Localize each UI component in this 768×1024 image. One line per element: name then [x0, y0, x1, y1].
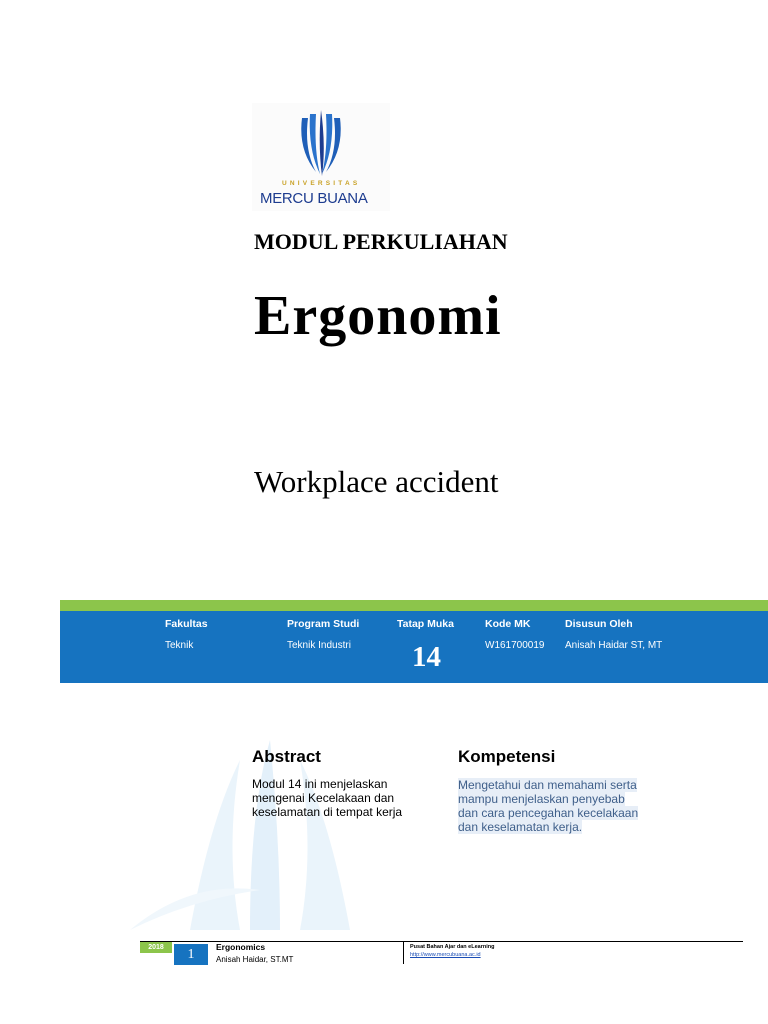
disusun-label: Disusun Oleh	[565, 618, 633, 630]
kompetensi-text	[458, 778, 638, 834]
kompetensi-line: dan keselamatan kerja.	[458, 820, 583, 834]
footer-course: Ergonomics	[216, 942, 266, 952]
logo-university-label: UNIVERSITAS	[282, 180, 361, 187]
footer-divider	[403, 942, 404, 964]
fakultas-value: Teknik	[165, 640, 194, 651]
info-band	[60, 611, 768, 683]
footer-center-name: Pusat Bahan Ajar dan eLearning	[410, 944, 495, 950]
tatap-label: Tatap Muka	[397, 618, 454, 630]
abstract-line: Modul 14 ini menjelaskan	[252, 777, 388, 791]
abstract-line: mengenai Kecelakaan dan	[252, 791, 395, 805]
document-title: Ergonomi	[254, 285, 502, 347]
fakultas-label: Fakultas	[165, 618, 208, 630]
footer-year: 2018	[140, 942, 172, 953]
program-value: Teknik Industri	[287, 640, 351, 651]
kode-label: Kode MK	[485, 618, 531, 630]
document-kind: MODUL PERKULIAHAN	[254, 229, 508, 254]
abstract-text	[252, 777, 402, 819]
disusun-value: Anisah Haidar ST, MT	[565, 640, 663, 651]
abstract-heading: Abstract	[252, 747, 321, 766]
kompetensi-line: mampu menjelaskan penyebab	[458, 792, 625, 806]
kompetensi-line: dan cara pencegahan kecelakaan	[458, 806, 639, 820]
logo-name: MERCU BUANA	[260, 190, 368, 207]
abstract-line: keselamatan di tempat kerja	[252, 805, 403, 819]
kompetensi-heading: Kompetensi	[458, 747, 556, 766]
footer-author: Anisah Haidar, ST.MT	[216, 955, 294, 964]
tatap-value: 14	[412, 641, 441, 673]
document-subtitle: Workplace accident	[254, 464, 499, 499]
university-logo-icon	[296, 110, 346, 178]
footer-url-link[interactable]: http://www.mercubuana.ac.id	[410, 952, 481, 958]
green-strip	[60, 600, 768, 611]
program-label: Program Studi	[287, 618, 360, 630]
kompetensi-line: Mengetahui dan memahami serta	[458, 778, 637, 792]
footer-page-number: 1	[174, 944, 208, 965]
kode-value: W161700019	[485, 640, 545, 651]
